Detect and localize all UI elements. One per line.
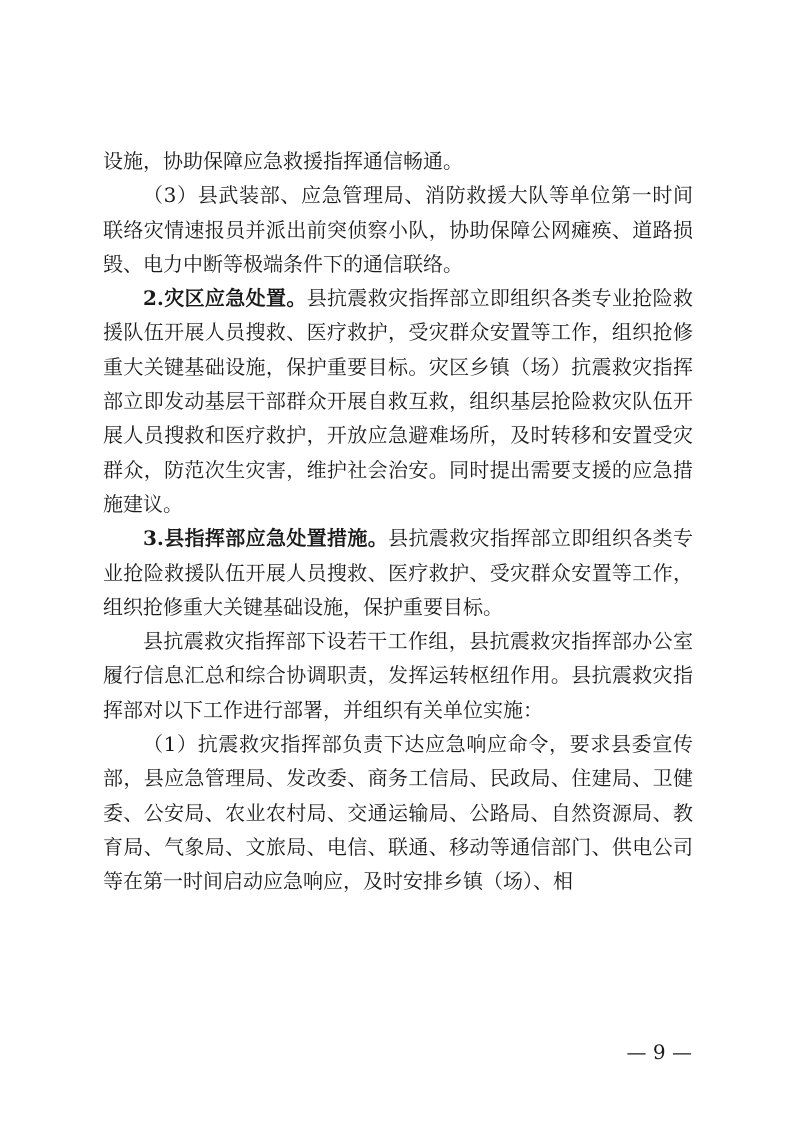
paragraph-text: （1）抗震救灾指挥部负责下达应急响应命令，要求县委宣传部，县应急管理局、发改委、商务工信局、民政局、住建局、卫健委、公安局、农业农村局、交通运输局、公路局、自然资源局、教育局、气象局、文旅局、电信、联通、移动等通信部门、供电公司等在第一时间启动应急响应，及时安排乡镇（场）、相 [103,732,693,894]
paragraph-text: 县抗震救灾指挥部立即组织各类专业抢险救援队伍开展人员搜救、医疗救护，受灾群众安置等工作，组织抢修重大关键基础设施，保护重要目标。灾区乡镇（场）抗震救灾指挥部立即发动基层干部群众开展自救互救，组织基层抢险救灾队伍开展人员搜救和医疗救护，开放应急避难场所，及时转移和安置受灾群众，防范次生灾害，维护社会治安。同时提出需要支援的应急措施建议。 [103,286,693,516]
paragraph-text: 县抗震救灾指挥部下设若干工作组，县抗震救灾指挥部办公室履行信息汇总和综合协调职责，发挥运转枢纽作用。县抗震救灾指挥部对以下工作进行部署，并组织有关单位实施： [103,629,693,722]
paragraph-text: 设施，协助保障应急救援指挥通信畅通。 [103,149,463,173]
paragraph-county-command-measures [103,521,693,624]
body-text [103,144,693,899]
paragraph-text: 县抗震救灾指挥部立即组织各类专业抢险救援队伍开展人员搜救、医疗救护、受灾群众安置等工作，组织抢修重大关键基础设施，保护重要目标。 [103,526,693,619]
paragraph-item-1 [103,727,693,898]
paragraph-item-3 [103,178,693,281]
paragraph-continuation [103,144,693,178]
paragraph-text: （3）县武装部、应急管理局、消防救援大队等单位第一时间联络灾情速报员并派出前突侦察小队，协助保障公网瘫痪、道路损毁、电力中断等极端条件下的通信联络。 [103,183,693,276]
paragraph-heading: 3.县指挥部应急处置措施。 [143,526,389,551]
paragraph-heading: 2.灾区应急处置。 [143,286,307,311]
paragraph-working-groups [103,624,693,727]
paragraph-disaster-area-response [103,281,693,521]
page-number: — 9 — [626,1040,692,1064]
